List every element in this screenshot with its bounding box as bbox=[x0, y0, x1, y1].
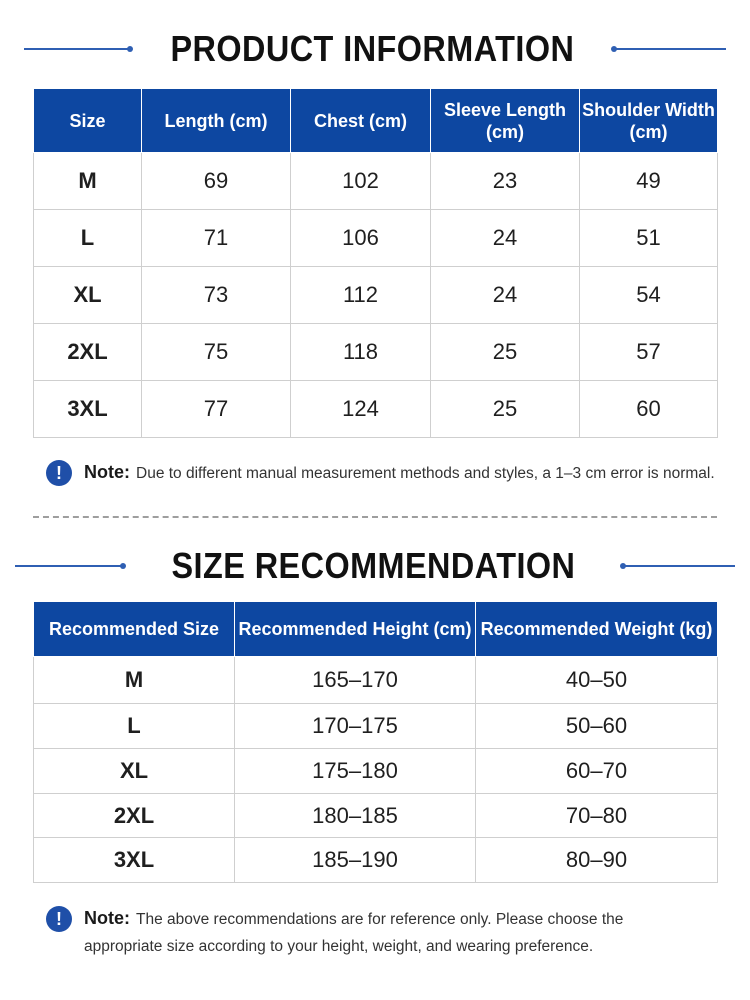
length-cell: 73 bbox=[142, 267, 291, 324]
section-divider bbox=[33, 516, 717, 518]
table-row bbox=[34, 153, 718, 210]
column-header-chest: Chest (cm) bbox=[291, 89, 431, 153]
recommended-weight-cell: 60–70 bbox=[476, 749, 718, 794]
product-information-heading bbox=[0, 26, 750, 72]
shoulder-width-cell: 57 bbox=[580, 324, 718, 381]
chest-cell: 102 bbox=[291, 153, 431, 210]
recommendation-note-text: The above recommendations are for reference only. Please choose the appropriate size according to your height, weight, and wearing preference. bbox=[84, 911, 624, 955]
column-header-recommended-height: Recommended Height (cm) bbox=[235, 602, 476, 657]
heading-rule-right bbox=[623, 565, 735, 567]
product-information-title: PRODUCT INFORMATION bbox=[170, 28, 574, 69]
recommended-height-cell: 180–185 bbox=[235, 794, 476, 838]
size-recommendation-title: SIZE RECOMMENDATION bbox=[171, 545, 575, 586]
heading-rule-left bbox=[15, 565, 123, 567]
recommended-weight-cell: 40–50 bbox=[476, 657, 718, 704]
column-header-recommended-weight: Recommended Weight (kg) bbox=[476, 602, 718, 657]
recommended-size-cell: M bbox=[34, 657, 235, 704]
exclamation-circle-icon: ! bbox=[46, 460, 72, 486]
column-header-shoulder-width: Shoulder Width (cm) bbox=[580, 89, 718, 153]
recommended-size-cell: 2XL bbox=[34, 794, 235, 838]
sleeve-length-cell: 25 bbox=[431, 324, 580, 381]
column-header-length: Length (cm) bbox=[142, 89, 291, 153]
chest-cell: 112 bbox=[291, 267, 431, 324]
measurement-note bbox=[46, 460, 726, 487]
measurement-note-body bbox=[84, 459, 715, 487]
recommendation-note-body bbox=[84, 905, 674, 960]
sleeve-length-cell: 24 bbox=[431, 267, 580, 324]
shoulder-width-cell: 54 bbox=[580, 267, 718, 324]
heading-rule-right bbox=[614, 48, 726, 50]
size-cell: L bbox=[34, 210, 142, 267]
size-cell: 3XL bbox=[34, 381, 142, 438]
table-header-row bbox=[34, 89, 718, 153]
size-cell: M bbox=[34, 153, 142, 210]
recommended-size-cell: 3XL bbox=[34, 838, 235, 883]
column-header-recommended-size: Recommended Size bbox=[34, 602, 235, 657]
size-recommendation-heading bbox=[0, 543, 750, 589]
heading-rule-left bbox=[24, 48, 130, 50]
note-label: Note: bbox=[84, 908, 130, 928]
table-row bbox=[34, 324, 718, 381]
table-row bbox=[34, 704, 718, 749]
length-cell: 71 bbox=[142, 210, 291, 267]
sleeve-length-cell: 23 bbox=[431, 153, 580, 210]
recommended-size-cell: XL bbox=[34, 749, 235, 794]
table-row bbox=[34, 838, 718, 883]
table-header-row bbox=[34, 602, 718, 657]
product-information-table bbox=[33, 88, 718, 438]
column-header-sleeve-length: Sleeve Length (cm) bbox=[431, 89, 580, 153]
size-recommendation-table bbox=[33, 601, 718, 883]
chest-cell: 106 bbox=[291, 210, 431, 267]
shoulder-width-cell: 51 bbox=[580, 210, 718, 267]
recommended-weight-cell: 50–60 bbox=[476, 704, 718, 749]
recommended-height-cell: 170–175 bbox=[235, 704, 476, 749]
table-row bbox=[34, 794, 718, 838]
recommended-weight-cell: 80–90 bbox=[476, 838, 718, 883]
chest-cell: 124 bbox=[291, 381, 431, 438]
table-row bbox=[34, 381, 718, 438]
length-cell: 77 bbox=[142, 381, 291, 438]
recommendation-note bbox=[46, 906, 686, 960]
table-row bbox=[34, 749, 718, 794]
size-cell: XL bbox=[34, 267, 142, 324]
exclamation-circle-icon: ! bbox=[46, 906, 72, 932]
table-row bbox=[34, 267, 718, 324]
length-cell: 69 bbox=[142, 153, 291, 210]
column-header-size: Size bbox=[34, 89, 142, 153]
sleeve-length-cell: 25 bbox=[431, 381, 580, 438]
size-cell: 2XL bbox=[34, 324, 142, 381]
recommended-height-cell: 185–190 bbox=[235, 838, 476, 883]
recommended-weight-cell: 70–80 bbox=[476, 794, 718, 838]
recommended-size-cell: L bbox=[34, 704, 235, 749]
shoulder-width-cell: 60 bbox=[580, 381, 718, 438]
shoulder-width-cell: 49 bbox=[580, 153, 718, 210]
measurement-note-text: Due to different manual measurement methods and styles, a 1–3 cm error is normal. bbox=[136, 465, 715, 482]
recommended-height-cell: 165–170 bbox=[235, 657, 476, 704]
length-cell: 75 bbox=[142, 324, 291, 381]
chest-cell: 118 bbox=[291, 324, 431, 381]
table-row bbox=[34, 210, 718, 267]
sleeve-length-cell: 24 bbox=[431, 210, 580, 267]
note-label: Note: bbox=[84, 462, 130, 482]
table-row bbox=[34, 657, 718, 704]
recommended-height-cell: 175–180 bbox=[235, 749, 476, 794]
